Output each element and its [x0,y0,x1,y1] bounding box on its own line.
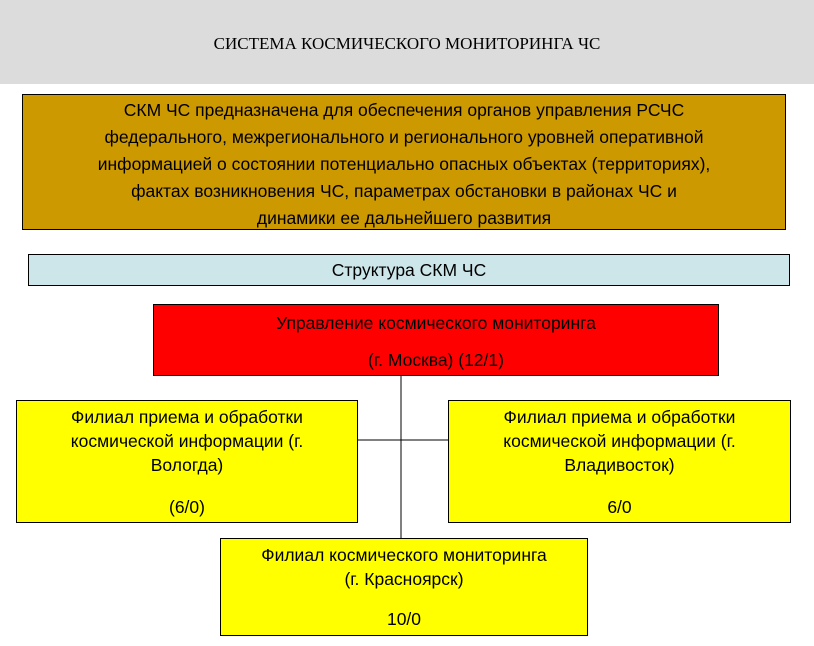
purpose-line: информацией о состоянии потенциально опасных объектах (территориях), [97,154,711,174]
structure-label: Структура СКМ ЧС [331,260,487,280]
headquarters-box [153,304,719,376]
branch-name-line: Филиал приема и обработки [503,407,736,427]
branch-name-line: космической информации (г. [70,431,304,451]
headquarters-name: Управление космического мониторинга [276,313,596,333]
branch-name-line: Филиал приема и обработки [71,407,303,427]
purpose-line: федерального, межрегионального и регионального уровней оперативной [104,127,704,147]
branch-name-line: (г. Красноярск) [344,569,464,589]
purpose-line: динамики ее дальнейшего развития [256,208,552,228]
branch-name-line: космической информации (г. [503,431,736,451]
branch-name-line: Вологда) [150,455,224,475]
branch-name-line: Филиал космического мониторинга [261,545,547,565]
purpose-line: фактах возникновения ЧС, параметрах обстановки в районах ЧС и [131,181,677,201]
branch-vladivostok-box [448,400,791,523]
page-title: СИСТЕМА КОСМИЧЕСКОГО МОНИТОРИНГА ЧС [213,34,601,53]
branch-krasnoyarsk-count: 10/0 [386,609,422,629]
branch-vologda-box [16,400,358,523]
branch-name-line: Владивосток) [564,455,675,475]
branch-vladivostok-count: 6/0 [607,497,632,517]
branch-vologda-name [17,405,357,477]
branch-vologda-count: (6/0) [169,497,205,517]
branch-vladivostok-name [449,405,790,477]
headquarters-location-count: (г. Москва) (12/1) [368,350,504,370]
branch-krasnoyarsk-box [220,538,588,636]
purpose-line: СКМ ЧС предназначена для обеспечения органов управления РСЧС [123,100,685,120]
branch-krasnoyarsk-name [221,543,587,591]
